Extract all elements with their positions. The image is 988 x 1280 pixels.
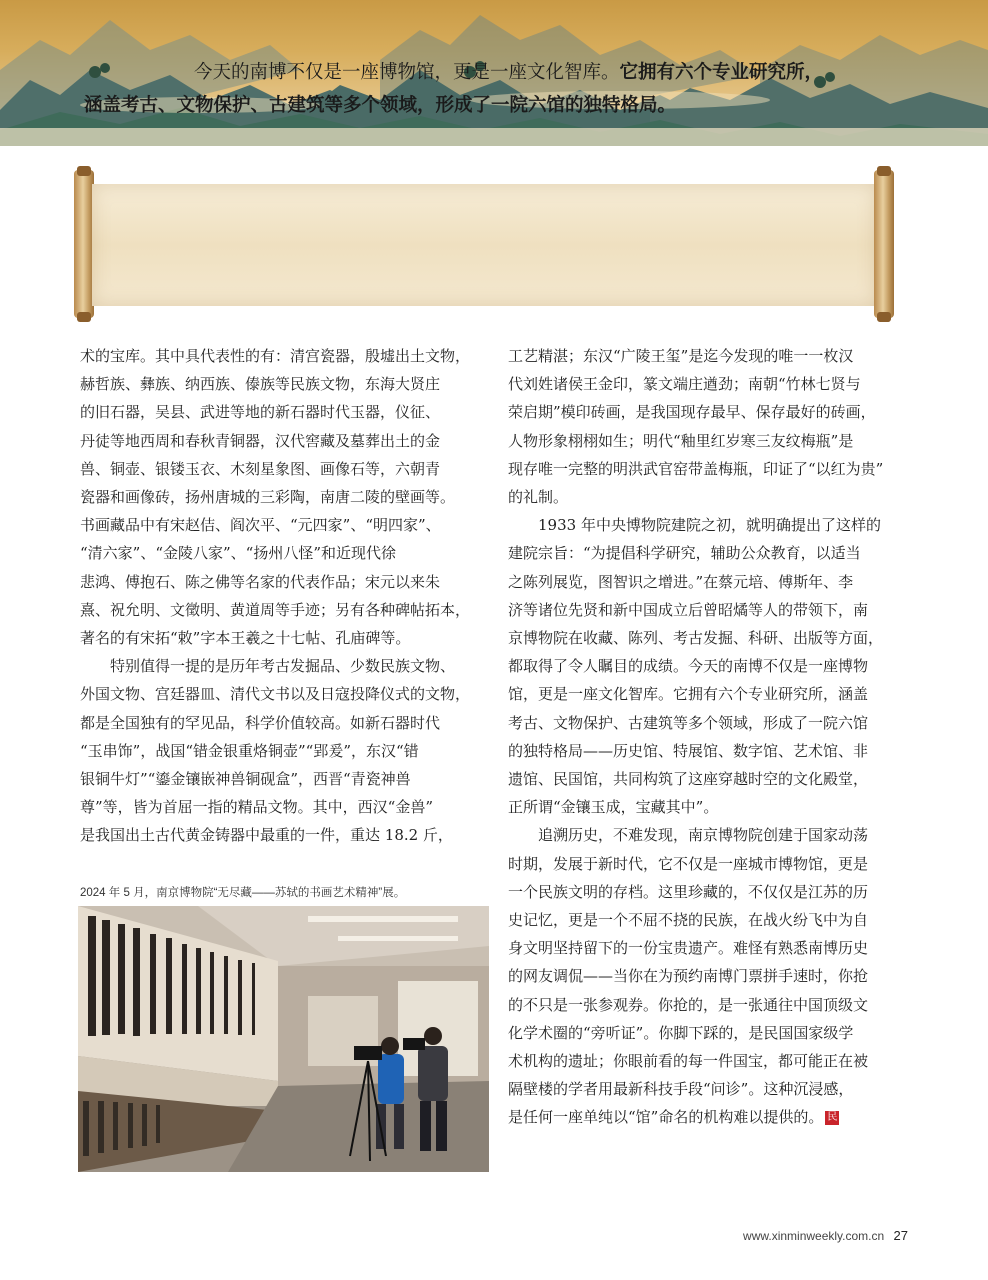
text-line: 之陈列展览，图智识之增进。”在蔡元培、傅斯年、李: [508, 572, 854, 591]
scroll-paper: [92, 184, 876, 306]
page-footer: [743, 1228, 908, 1243]
scroll-rod-right: [874, 170, 894, 318]
text-line: 的礼制。: [508, 488, 569, 507]
text-line: 术机构的遗址；你眼前看的每一件国宝，都可能正在被: [508, 1052, 869, 1071]
page-number: 27: [893, 1228, 908, 1243]
text-line: 术的宝库。其中具代表性的有：清宫瓷器，殷墟出土文物，: [80, 347, 471, 365]
exhibition-photo: [78, 906, 489, 1172]
scroll-rod-left: [74, 170, 94, 318]
text-line: 书画藏品中有宋赵佶、阎次平、“元四家”、“明四家”、: [80, 516, 441, 535]
text-line: 身文明坚持留下的一份宝贵遗产。难怪有熟悉南博历史: [508, 939, 869, 958]
text-line: 现存唯一完整的明洪武官窑带盖梅瓶，印证了“以红为贵”: [508, 459, 884, 478]
text-line: 追溯历史，不难发现，南京博物院创建于国家动荡: [538, 826, 869, 845]
paragraph-treasures: [508, 342, 910, 511]
text-line: “清六家”、“金陵八家”、“扬州八怪”和近现代徐: [80, 544, 397, 563]
text-line: 正所谓“金镶玉成，宝藏其中”。: [508, 798, 719, 817]
exhibition-hall-illustration: [78, 906, 489, 1172]
text-line: 兽、铜壶、银镂玉衣、木刻星象图、画像石等，六朝青: [80, 459, 441, 478]
pull-quote-bold: 它拥有六个专业研究所，: [619, 62, 824, 83]
text-line-last: [508, 1103, 910, 1131]
text-line: 一个民族文明的存档。这里珍藏的，不仅仅是江苏的历: [508, 882, 869, 901]
text-line: 化学术圈的“旁听证”。你脚下踩的，是民国国家级学: [508, 1023, 854, 1042]
text-line: 考古、文物保护、古建筑等多个领域，形成了一院六馆: [508, 713, 869, 732]
article-column-right: [508, 342, 910, 1132]
text-line: 特别值得一提的是历年考古发掘品、少数民族文物、: [110, 657, 456, 676]
text-line: 人物形象栩栩如生；明代“釉里红岁寒三友纹梅瓶”是: [508, 431, 854, 450]
text-line: 的不只是一张参观券。你抢的，是一张通往中国顶级文: [508, 995, 869, 1014]
text-line: 尊”等，皆为首屈一指的精品文物。其中，西汉“金兽”: [80, 798, 434, 817]
text-line: “玉串饰”，战国“错金银重烙铜壶”“郢爰”，东汉“错: [80, 741, 419, 760]
text-line: 工艺精湛；东汉“广陵王玺”是迄今发现的唯一一枚汉: [508, 347, 854, 365]
text-line: 建院宗旨：“为提倡科学研究，辅助公众教育，以适当: [508, 544, 861, 563]
text-line: 著名的有宋拓“敕”字本王羲之十七帖、孔庙碑等。: [80, 629, 411, 648]
text-line: 荣启期”模印砖画，是我国现存最早、保存最好的砖画，: [508, 403, 876, 422]
text-line: 遗馆、民国馆，共同构筑了这座穿越时空的文化殿堂，: [508, 770, 869, 789]
text-line: 代刘姓诸侯王金印，篆文端庄遒劲；南朝“竹林七贤与: [508, 375, 861, 394]
text-line: 1933 年中央博物院建院之初，就明确提出了这样的: [538, 516, 881, 535]
text-line: 隔壁楼的学者用最新科技手段“问诊”。这种沉浸感，: [508, 1080, 854, 1099]
text-line: 熹、祝允明、文徵明、黄道周等手迹；另有各种碑帖拓本，: [80, 600, 471, 619]
text-line: 的独特格局——历史馆、特展馆、数字馆、艺术馆、非: [508, 741, 869, 760]
text-line: 馆，更是一座文化智库。它拥有六个专业研究所，涵盖: [508, 685, 869, 704]
pull-quote-scroll: [74, 170, 894, 318]
text-line: 银铜牛灯”“鎏金镶嵌神兽铜砚盒”，西晋“青瓷神兽: [80, 770, 411, 789]
text-line: 丹徒等地西周和春秋青铜器，汉代窖藏及墓葬出土的金: [80, 431, 441, 450]
text-line: 悲鸿、傅抱石、陈之佛等名家的代表作品；宋元以来朱: [80, 572, 441, 591]
text-line: 史记忆，更是一个不屈不挠的民族，在战火纷飞中为自: [508, 911, 869, 930]
text-line: 赫哲族、彝族、纳西族、傣族等民族文物，东海大贤庄: [80, 375, 441, 394]
text-line: 是我国出土古代黄金铸器中最重的一件，重达 18.2 斤，: [80, 826, 453, 845]
paragraph-history: [508, 821, 910, 1131]
photo-caption: 2024 年 5 月，南京博物院“无尽藏——苏轼的书画艺术精神”展。: [80, 887, 406, 899]
text-line: 的旧石器，吴县、武进等地的新石器时代玉器，仪征、: [80, 403, 441, 422]
text-line: 都是全国独有的罕见品，科学价值较高。如新石器时代: [80, 713, 441, 732]
text-line: 的网友调侃——当你在为预约南博门票拼手速时，你抢: [508, 967, 869, 986]
pull-quote-line-2: 涵盖考古、文物保护、古建筑等多个领域，形成了一院六馆的独特格局。: [84, 95, 677, 116]
footer-url[interactable]: www.xinminweekly.com.cn: [743, 1229, 885, 1243]
text-line: 济等诸位先贤和新中国成立后曾昭燏等人的带领下，南: [508, 600, 869, 619]
article-column-left: [80, 342, 482, 882]
pull-quote-line-1: [84, 56, 824, 89]
paragraph-rare-artifacts: [80, 652, 482, 849]
paragraph-collection-highlights: [80, 342, 482, 652]
pull-quote-regular: 今天的南博不仅是一座博物馆，更是一座文化智库。: [194, 62, 620, 83]
text-line: 都取得了令人瞩目的成绩。今天的南博不仅是一座博物: [508, 657, 869, 676]
text-line: 京博物院在收藏、陈列、考古发掘、科研、出版等方面，: [508, 629, 884, 648]
pull-quote: [84, 56, 824, 122]
text-line: 外国文物、宫廷器皿、清代文书以及日寇投降仪式的文物，: [80, 685, 471, 704]
text-line-last-content: 是任何一座单纯以“馆”命名的机构难以提供的。: [508, 1108, 824, 1127]
text-line: 时期，发展于新时代，它不仅是一座城市博物馆，更是: [508, 854, 869, 873]
paragraph-founding-mission: [508, 511, 910, 821]
text-line: 瓷器和画像砖，扬州唐城的三彩陶，南唐二陵的壁画等。: [80, 488, 456, 507]
end-mark-icon: 民: [827, 1112, 838, 1124]
